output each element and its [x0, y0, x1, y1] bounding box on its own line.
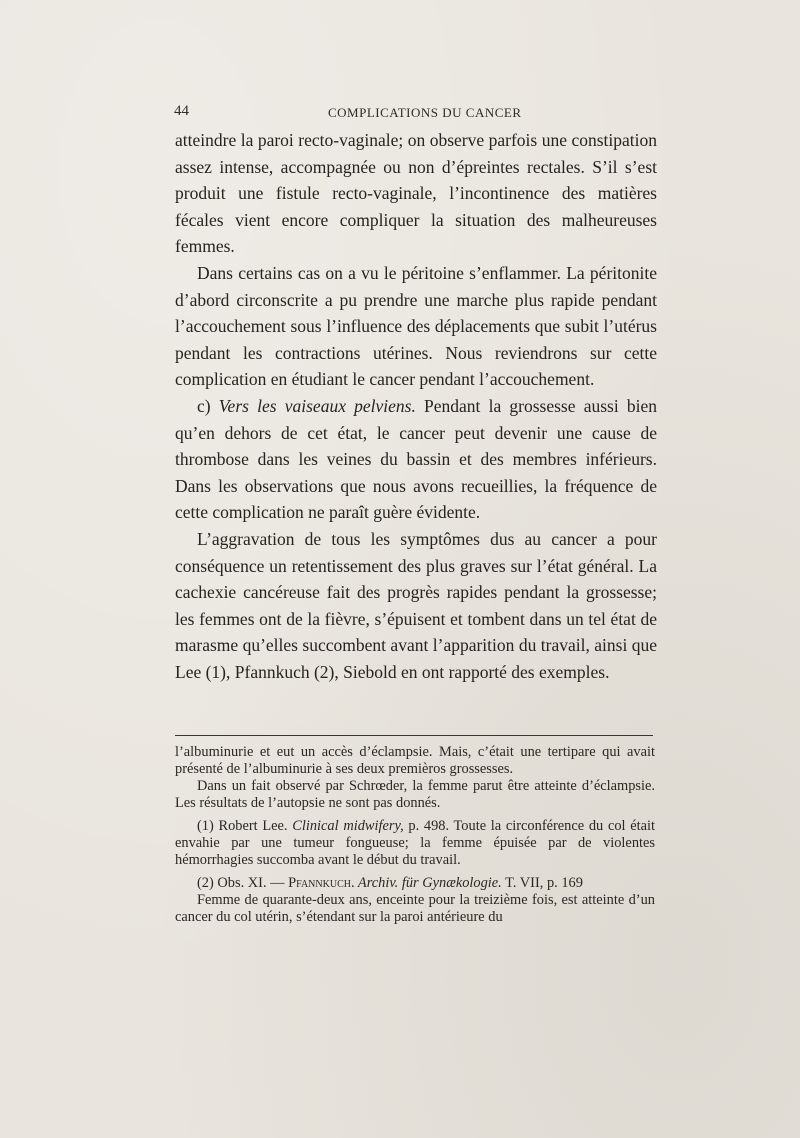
footnote-2-text: Femme de quarante-deux ans, enceinte pour la treizième fois, est atteinte d’un cancer du col utérin, s’étendant sur la paroi antérieure du: [175, 892, 655, 925]
running-title: COMPLICATIONS DU CANCER: [328, 105, 522, 120]
paragraph-peritonitis: Dans certains cas on a vu le péritoine s’enflammer. La péritonite d’abord circonscrite a pu prendre une marche plus rapide pendant l’accouchement sous l’influence des déplacements que subit l’utérus pendant les contractions utérines. Nous reviendrons sur cette complication en étudiant le cancer pendant l’accouchement.: [175, 262, 657, 390]
footnote-2-ref: T. VII, p. 169: [501, 875, 583, 891]
paragraph-pelvic-vessels: [175, 393, 657, 526]
paragraph-aggravation: L’aggravation de tous les symptômes dus au cancer a pour conséquence un retentissement des plus graves sur l’état général. La cachexie cancéreuse fait des progrès rapides pendant la grossesse; les femmes ont de la fièvre, s’épuisent et tombent dans un tel état de marasme qu’elles succombent avant l’apparition du travail, ainsi que Lee (1), Pfannkuch (2), Siebold en ont rapporté des exemples.: [175, 528, 657, 682]
page-header: [174, 103, 654, 123]
page-number: 44: [174, 103, 189, 119]
footnote-1-title: Clinical midwifery,: [292, 818, 404, 834]
footnote-continued: l’albuminurie et eut un accès d’éclampsie. Mais, c’était une tertipare qui avait présenté de l’albuminurie à ses deux premièros grossesses.: [175, 744, 655, 777]
paragraph-text: Pendant la grossesse aussi bien qu’en dehors de cet état, le cancer peut devenir une cause de thrombose dans les veines du bassin et des membres inférieurs. Dans les observations que nous avons recueillies, la fréquence de cette complication ne paraît guère évidente.: [175, 395, 658, 523]
main-text: [175, 127, 657, 685]
footnote-1-text: p. 498. Toute la circonférence du col était envahie par une tumeur fongueuse; la femme épuisée par de violentes hémorrhagies succomba avant le début du travail.: [175, 818, 656, 868]
footnote-divider: [175, 735, 653, 736]
footnote-2-mark: (2) Obs. XI. —: [197, 875, 289, 891]
section-heading: Vers les vaiseaux pelviens.: [218, 395, 416, 416]
footnotes: [175, 744, 655, 926]
footnote-2-title: Archiv. für Gynækologie.: [354, 875, 502, 891]
footnote-2: [175, 875, 655, 892]
paragraph-continued: atteindre la paroi recto-vaginale; on observe parfois une constipation assez intense, accompagnée ou non d’épreintes rectales. S’il s’est produit une fistule recto-vaginale, l’incontinence des matières fécales vient encore compliquer la situation des malheureuses femmes.: [175, 130, 657, 257]
footnote-1: [175, 818, 655, 869]
footnote-2-author: Pfannkuch.: [288, 875, 355, 891]
footnote-1-mark: (1) Robert Lee.: [197, 818, 288, 834]
footnote-continued-2: Dans un fait observé par Schrœder, la femme parut être atteinte d’éclampsie. Les résultats de l’autopsie ne sont pas donnés.: [175, 778, 655, 811]
section-label: c): [197, 395, 211, 416]
